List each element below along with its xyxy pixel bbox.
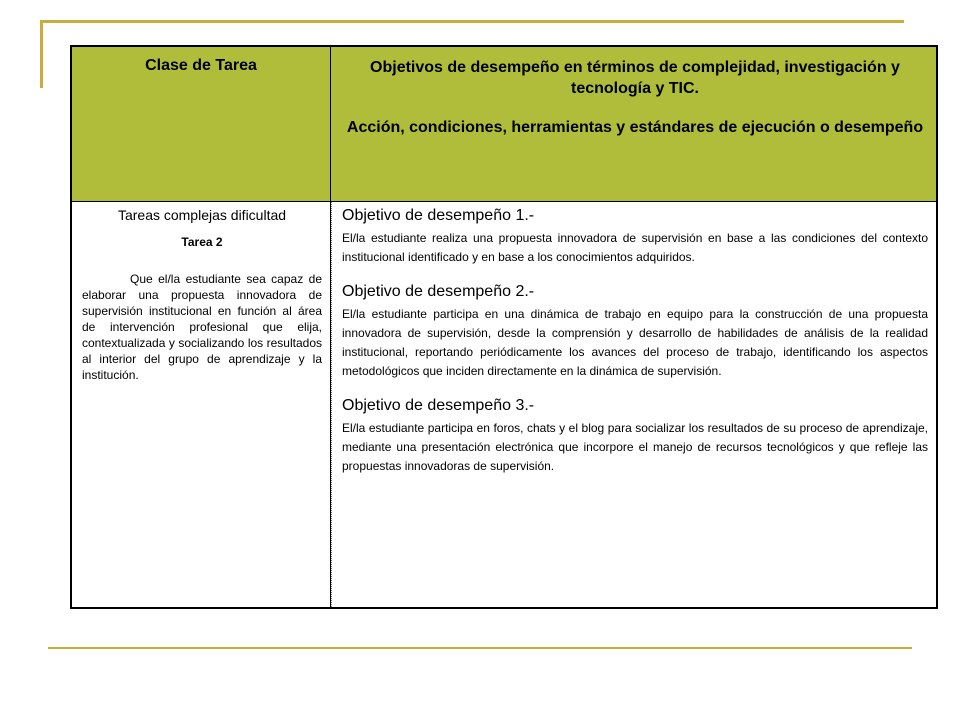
objective-2 [342,283,928,381]
objective-1 [342,207,928,267]
task-cell [82,207,322,383]
header-objectives-line2: Acción, condiciones, herramientas y estándares de ejecución o desempeño [346,119,924,136]
header-task-class: Clase de Tarea [145,57,257,74]
decorative-bottom-rule [48,647,912,649]
objective-text: El/la estudiante participa en foros, chats y el blog para socializar los resultados de su proceso de aprendizaje, mediante una presentación electrónica que incorpore el manejo de recursos tecnológicos y que refleje las propuestas innovadoras de supervisión. [342,421,928,473]
objective-text: El/la estudiante realiza una propuesta innovadora de supervisión en base a las condiciones del contexto institucional identificado y en base a los conocimientos adquiridos. [342,231,928,264]
task-description: Que el/la estudiante sea capaz de elaborar una propuesta innovadora de supervisión institucional en función al área de intervención profesional que elija, contextualizada y socializando los resultados al interior del grupo de aprendizaje y la institución. [82,272,322,382]
objectives-table [70,45,938,609]
objectives-cell [342,207,928,492]
task-title: Tareas complejas dificultad [117,207,287,223]
task-subtitle: Tarea 2 [181,235,223,249]
objective-3 [342,397,928,476]
objective-title: Objetivo de desempeño 3.- [342,397,535,414]
header-objectives [340,57,930,138]
objective-text: El/la estudiante participa en una dinámica de trabajo en equipo para la construcción de una propuesta innovadora de supervisión, desde la comprensión y desarrollo de habilidades de análisis de la realidad institucional, reportando periódicamente los avances del proceso de trabajo, identificando los aspectos metodológicos que inciden directamente en la dinámica de supervisión. [342,307,928,378]
header-divider [72,201,936,202]
decorative-top-rule [40,20,904,23]
column-divider-dotted [331,202,332,607]
decorative-left-rule [40,20,43,88]
header-objectives-line1: Objetivos de desempeño en términos de complejidad, investigación y tecnología y TIC. [370,59,900,97]
objective-title: Objetivo de desempeño 2.- [342,283,535,300]
objective-title: Objetivo de desempeño 1.- [342,207,535,224]
